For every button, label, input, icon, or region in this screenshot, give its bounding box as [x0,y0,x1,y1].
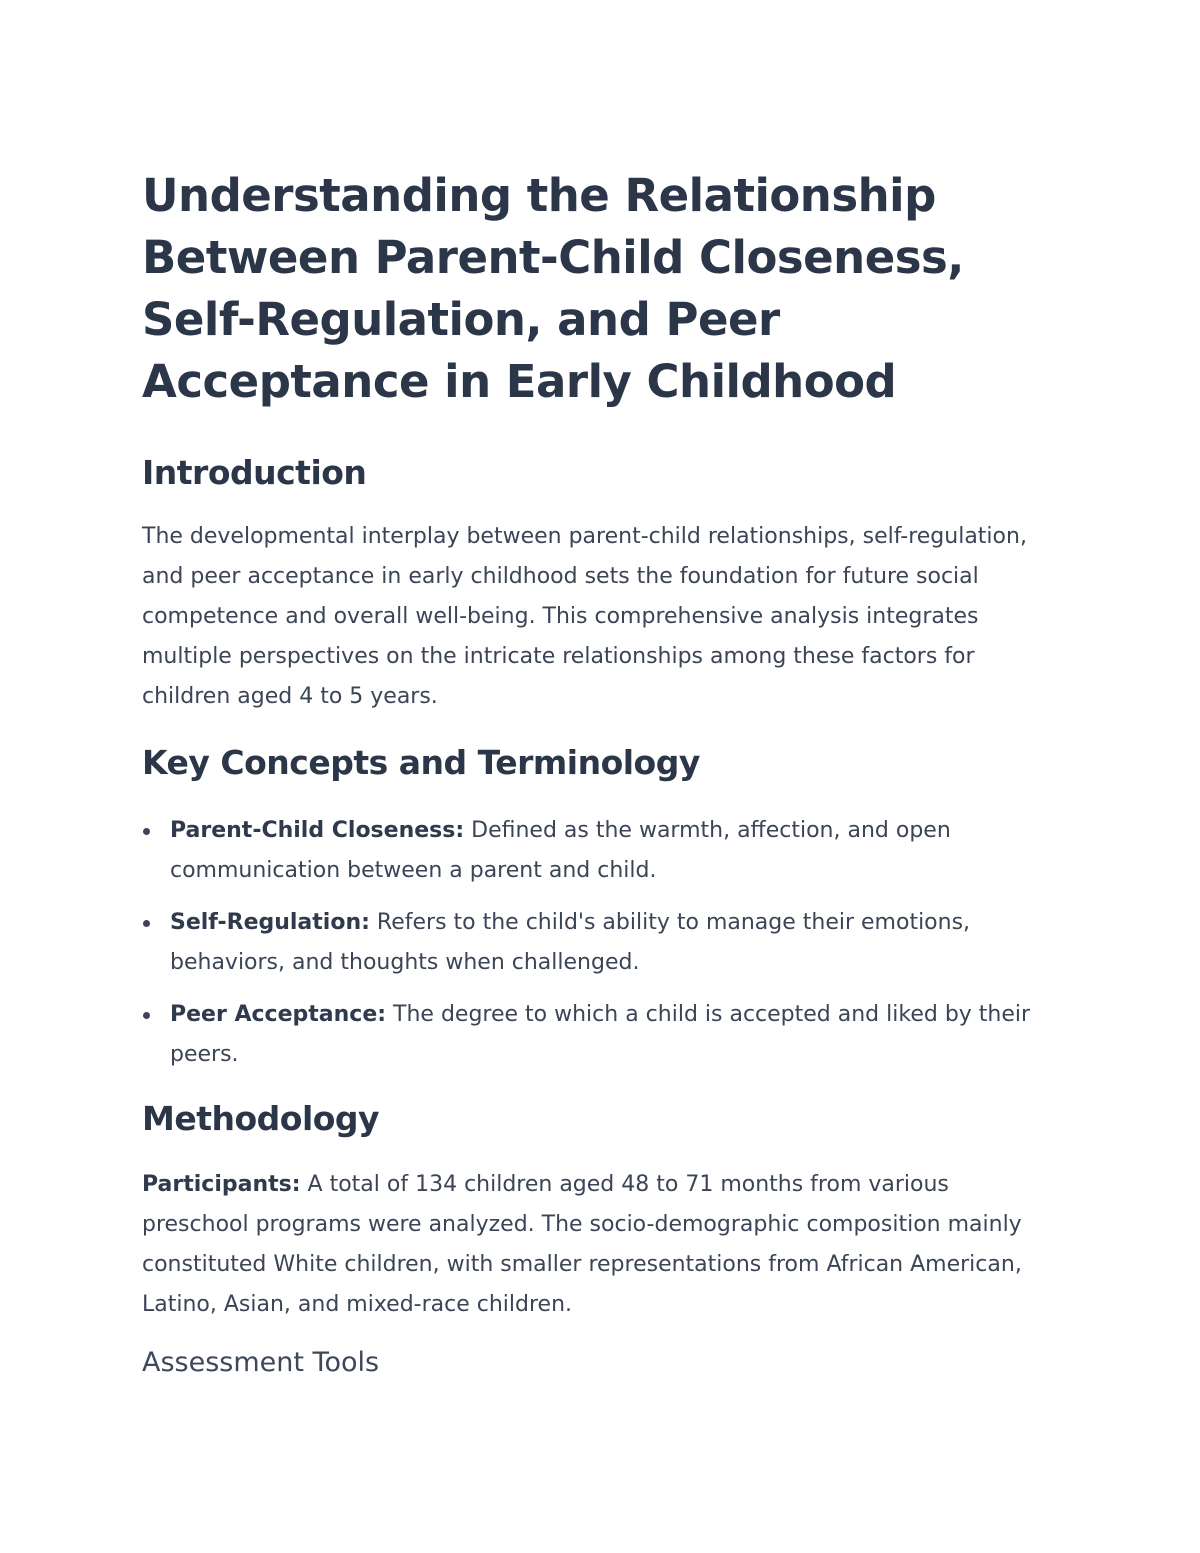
bullet-icon [143,828,150,835]
key-concepts-heading: Key Concepts and Terminology [142,743,700,782]
list-item [170,811,1057,891]
concept-definition: Refers to the child's ability to manage their emotions, behaviors, and thoughts when challenged. [170,910,971,975]
page-title: Understanding the Relationship Between Parent-Child Closeness, Self-Regulation, and Peer Acceptance in Early Childhood [142,169,964,408]
participants-text: A total of 134 children aged 48 to 71 months from various preschool programs were analyzed. The socio-demographic composition mainly constituted White children, with smaller representations from African American, Latino, Asian, and mixed-race children. [142,1172,1022,1317]
concept-term: Parent-Child Closeness: [170,818,465,843]
list-item [170,995,1057,1075]
introduction-heading: Introduction [142,453,367,492]
concept-definition: Defined as the warmth, affection, and open communication between a parent and child. [170,818,951,883]
introduction-paragraph: The developmental interplay between parent-child relationships, self-regulation, and peer acceptance in early childhood sets the foundation for future social competence and overall well-being. This comprehensive analysis integrates multiple perspectives on the intricate relationships among these factors for children aged 4 to 5 years. [142,524,1027,709]
participants-paragraph [142,1165,1057,1325]
key-concepts-list [142,811,1057,1075]
list-item [170,903,1057,983]
concept-term: Peer Acceptance: [170,1002,387,1027]
bullet-icon [143,1012,150,1019]
document-page [142,165,1057,1383]
participants-label: Participants: [142,1172,301,1197]
methodology-heading: Methodology [142,1099,380,1138]
concept-term: Self-Regulation: [170,910,370,935]
concept-definition: The degree to which a child is accepted and liked by their peers. [170,1002,1031,1067]
bullet-icon [143,920,150,927]
assessment-tools-heading: Assessment Tools [142,1347,380,1378]
